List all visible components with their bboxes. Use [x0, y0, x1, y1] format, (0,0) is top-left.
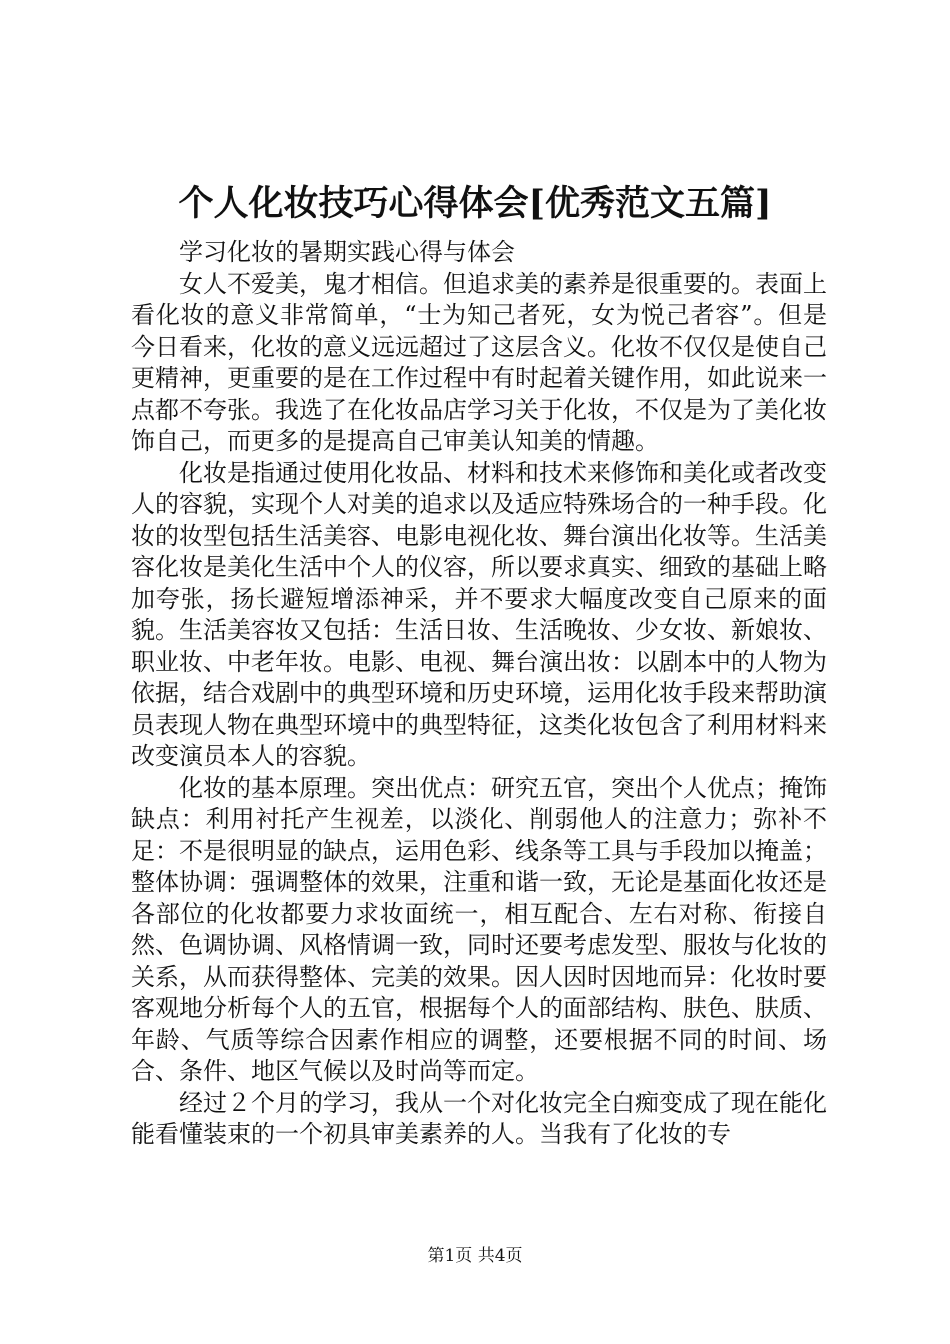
- document-body: [131, 237, 827, 1151]
- paragraph-3: 化妆的基本原理。突出优点：研究五官，突出个人优点；掩饰缺点：利用衬托产生视差，以淡化、削弱他人的注意力；弥补不足：不是很明显的缺点，运用色彩、线条等工具与手段加以掩盖；整体协调：强调整体的效果，注重和谐一致，无论是基面化妆还是各部位的化妆都要力求妆面统一，相互配合、左右对称、衔接自然、色调协调、风格情调一致，同时还要考虑发型、服妆与化妆的关系，从而获得整体、完美的效果。因人因时因地而异：化妆时要客观地分析每个人的五官，根据每个人的面部结构、肤色、肤质、年龄、气质等综合因素作相应的调整，还要根据不同的时间、场合、条件、地区气候以及时尚等而定。: [131, 773, 827, 1085]
- paragraph-1: 女人不爱美，鬼才相信。但追求美的素养是很重要的。表面上看化妆的意义非常简单，“士为知己者死，女为悦己者容”。但是今日看来，化妆的意义远远超过了这层含义。化妆不仅仅是使自己更精神，更重要的是在工作过程中有时起着关键作用，如此说来一点都不夸张。我选了在化妆品店学习关于化妆，不仅是为了美化妆饰自己，而更多的是提高自己审美认知美的情趣。: [131, 269, 827, 455]
- document-subtitle: 学习化妆的暑期实践心得与体会: [179, 238, 515, 266]
- document-title: 个人化妆技巧心得体会[优秀范文五篇]: [178, 183, 772, 224]
- paragraph-2: 化妆是指通过使用化妆品、材料和技术来修饰和美化或者改变人的容貌，实现个人对美的追求以及适应特殊场合的一种手段。化妆的妆型包括生活美容、电影电视化妆、舞台演出化妆等。生活美容化妆是美化生活中个人的仪容，所以要求真实、细致的基础上略加夸张，扬长避短增添神采，并不要求大幅度改变自己原来的面貌。生活美容妆又包括：生活日妆、生活晚妆、少女妆、新娘妆、职业妆、中老年妆。电影、电视、舞台演出妆：以剧本中的人物为依据，结合戏剧中的典型环境和历史环境，运用化妆手段来帮助演员表现人物在典型环境中的典型特征，这类化妆包含了利用材料来改变演员本人的容貌。: [131, 458, 827, 770]
- paragraph-4: 经过２个月的学习，我从一个对化妆完全白痴变成了现在能化能看懂装束的一个初具审美素养的人。当我有了化妆的专: [131, 1088, 827, 1148]
- page-footer: 第1页 共4页: [427, 1246, 523, 1266]
